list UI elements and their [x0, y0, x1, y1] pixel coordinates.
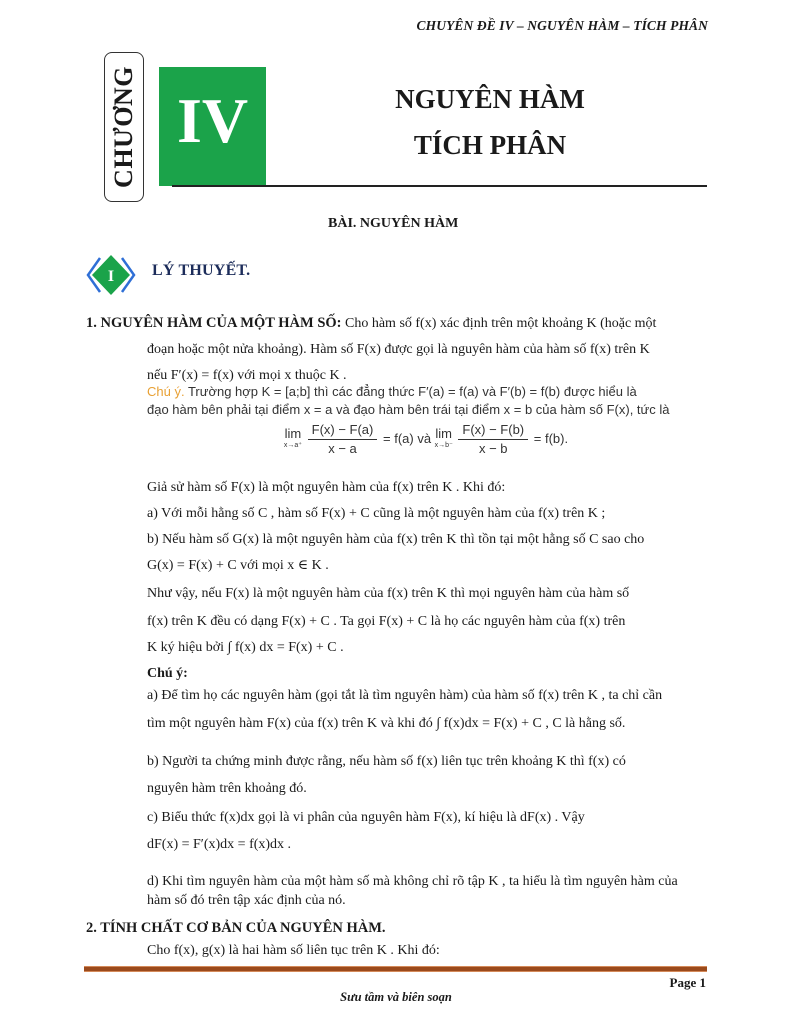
chapter-title-line2: TÍCH PHÂN [413, 130, 567, 160]
limit-right: lim x→b⁻ [434, 425, 453, 449]
section1-heading: 1. NGUYÊN HÀM CỦA MỘT HÀM SỐ: [86, 315, 342, 331]
section1-line3: nếu F′(x) = f(x) với mọi x thuộc K . [147, 368, 347, 383]
remark-line: c) Biểu thức f(x)dx gọi là vi phân của nguyên hàm F(x), kí hiệu là dF(x) . Vậy [147, 810, 585, 825]
section1-line1 [86, 313, 656, 334]
body-line: G(x) = F(x) + C với mọi x ∈ K . [147, 558, 329, 573]
fraction-left: $\frac{F(x) - F(a)}{x - a}$ [308, 421, 378, 458]
section1-text: Cho hàm số f(x) xác định trên một khoảng K (hoặc một [341, 316, 657, 331]
remark-line: b) Người ta chứng minh được rằng, nếu hàm số f(x) liên tục trên khoảng K thì f(x) có [147, 754, 626, 769]
note-limits: lim x→a⁺ $\frac{F(x) - F(a)}{x - a}$ = f(a) và lim x→b⁻ $\frac{F(x) - F(b)}{x - b}$ = f(b). [283, 422, 569, 456]
body-line: Giả sử hàm số F(x) là một nguyên hàm của f(x) trên K . Khi đó: [147, 480, 506, 495]
body-line: K ký hiệu bởi ∫ f(x) dx = F(x) + C . [147, 640, 344, 655]
footer-rule [84, 966, 707, 972]
remark-line: d) Khi tìm nguyên hàm của một hàm số mà không chỉ rõ tập K , ta hiểu là tìm nguyên hàm của [147, 874, 678, 889]
note-line1: Chú ý. Trường hợp K = [a;b] thì các đẳng thức F′(a) = f(a) và F′(b) = f(b) được hiểu là [147, 384, 637, 399]
remark-line: a) Để tìm họ các nguyên hàm (gọi tắt là tìm nguyên hàm) của hàm số f(x) trên K , ta chỉ cần [147, 688, 663, 703]
chapter-title-line1: NGUYÊN HÀM [395, 84, 585, 114]
section-badge-icon [86, 250, 136, 300]
section2-heading: 2. TÍNH CHẤT CƠ BẢN CỦA NGUYÊN HÀM. [86, 920, 386, 936]
chapter-tag-label: CHƯƠNG [109, 66, 138, 188]
section1-line2: đoạn hoặc một nửa khoảng). Hàm số F(x) được gọi là nguyên hàm của hàm số f(x) trên K [147, 342, 650, 357]
note-label: Chú ý. [147, 384, 185, 399]
chapter-tag [104, 52, 144, 202]
page-number: Page 1 [669, 975, 706, 990]
note-box [147, 383, 705, 458]
limit-left: lim x→a⁺ [283, 425, 302, 449]
running-header: CHUYÊN ĐỀ IV – NGUYÊN HÀM – TÍCH PHÂN [416, 18, 708, 33]
footer-credit: Sưu tầm và biên soạn [340, 990, 452, 1004]
chapter-number-box [159, 67, 266, 186]
title-underline [172, 185, 707, 187]
remark-line: hàm số đó trên tập xác định của nó. [147, 893, 346, 908]
chapter-number: IV [176, 85, 249, 156]
fraction-right: $\frac{F(x) - F(b)}{x - b}$ [458, 421, 528, 458]
body-line: b) Nếu hàm số G(x) là một nguyên hàm của f(x) trên K thì tồn tại một hằng số C sao cho [147, 532, 645, 547]
body-line: Như vậy, nếu F(x) là một nguyên hàm của f(x) trên K thì mọi nguyên hàm của hàm số [147, 586, 630, 601]
remark-line: nguyên hàm trên khoảng đó. [147, 781, 307, 796]
body-line: a) Với mỗi hằng số C , hàm số F(x) + C cũng là một nguyên hàm của f(x) trên K ; [147, 506, 606, 521]
svg-text:I: I [107, 268, 115, 285]
remark-line: dF(x) = F′(x)dx = f(x)dx . [147, 837, 292, 852]
section2-line: Cho f(x), g(x) là hai hàm số liên tục trên K . Khi đó: [147, 943, 440, 958]
remarks-title: Chú ý: [147, 666, 188, 681]
body-line: f(x) trên K đều có dạng F(x) + C . Ta gọi F(x) + C là họ các nguyên hàm của f(x) trên [147, 614, 626, 629]
section-label: LÝ THUYẾT. [152, 262, 251, 279]
lesson-title: BÀI. NGUYÊN HÀM [328, 216, 459, 231]
remark-line: tìm một nguyên hàm F(x) của f(x) trên K và khi đó ∫ f(x)dx = F(x) + C , C là hằng số. [147, 716, 626, 731]
note-line2: đạo hàm bên phải tại điểm x = a và đạo hàm bên trái tại điểm x = b của hàm số F(x), tức là [147, 402, 670, 417]
